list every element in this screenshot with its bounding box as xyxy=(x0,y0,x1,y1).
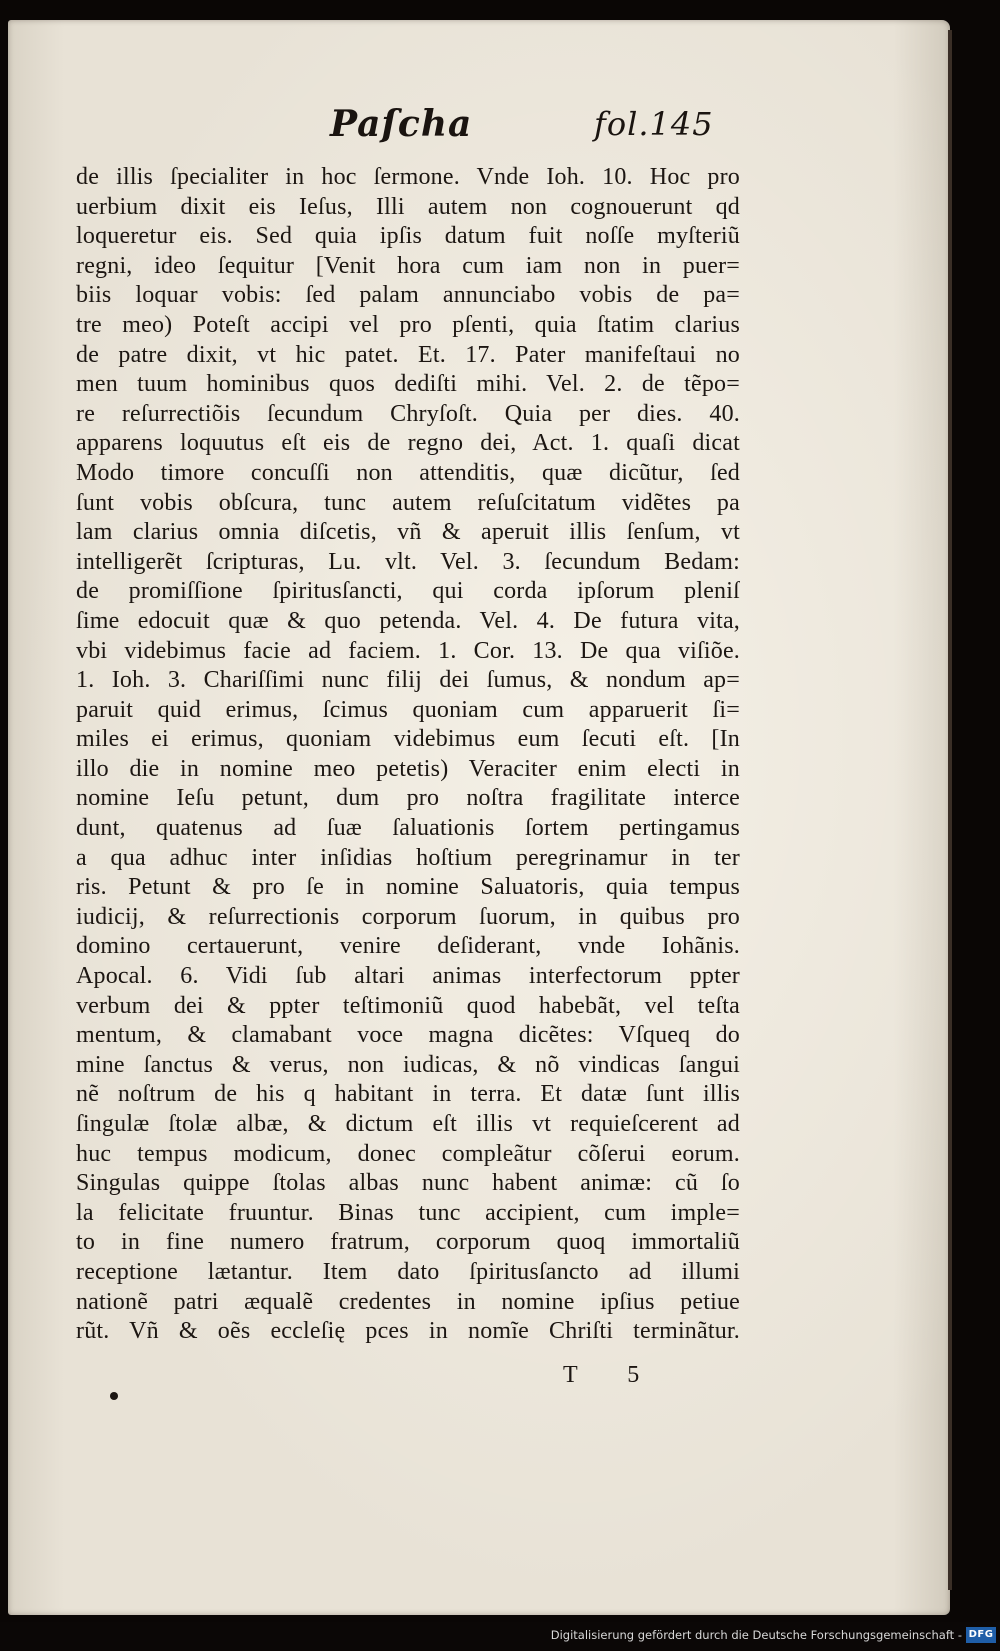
ink-spot xyxy=(110,1392,118,1400)
text-line: la felicitate fruuntur. Binas tunc accipient, cum imple= xyxy=(76,1199,740,1226)
text-line: mentum, & clamabant voce magna dicẽtes: Vſqueq do xyxy=(76,1022,740,1049)
text-line: re reſurrectiõis ſecundum Chryſoſt. Quia per dies. 40. xyxy=(76,400,740,427)
text-line: apparens loquutus eſt eis de regno dei, Act. 1. quaſi dicat xyxy=(76,430,740,457)
running-head-title: Paſcha xyxy=(330,103,473,145)
text-line: intelligerẽt ſcripturas, Lu. vlt. Vel. 3. ſecundum Bedam: xyxy=(76,548,740,575)
page-edge xyxy=(948,30,952,1590)
text-line: dunt, quatenus ad ſuæ ſaluationis ſortem pertingamus xyxy=(76,815,740,842)
funding-credit: Digitalisierung gefördert durch die Deutsche Forschungsgemeinschaft - xyxy=(550,1628,962,1642)
text-line: receptione lætantur. Item dato ſpiritusſancto ad illumi xyxy=(76,1258,740,1285)
text-line: ſingulæ ſtolæ albæ, & dictum eſt illis vt requieſcerent ad xyxy=(76,1111,740,1137)
text-line: ſunt vobis obſcura, tunc autem reſuſcitatum vidẽtes pa xyxy=(76,489,740,516)
text-line: biis loquar vobis: ſed palam annunciabo vobis de pa= xyxy=(76,282,740,309)
text-line: 1. Ioh. 3. Chariſſimi nunc filij dei ſumus, & nondum ap= xyxy=(76,667,740,694)
text-line: illo die in nomine meo petetis) Veraciter enim electi in xyxy=(76,755,740,782)
main-text-block xyxy=(76,163,740,1347)
text-line: nẽ noſtrum de his q habitant in terra. Et datæ ſunt illis xyxy=(76,1081,740,1108)
text-line: Modo timore concuſſi non attenditis, quæ dicũtur, ſed xyxy=(76,459,740,486)
text-line: domino certauerunt, venire deſiderant, vnde Iohãnis. xyxy=(76,933,740,960)
text-line: miles ei erimus, quoniam videbimus eum ſecuti eſt. [In xyxy=(76,726,740,753)
text-line: de patre dixit, vt hic patet. Et. 17. Pater manifeſtaui no xyxy=(76,341,740,368)
text-line: nationẽ patri æqualẽ credentes in nomine ipſius petiue xyxy=(76,1288,740,1315)
text-line: regni, ideo ſequitur [Venit hora cum iam non in puer= xyxy=(76,252,740,279)
text-line: Apocal. 6. Vidi ſub altari animas interfectorum ppter xyxy=(76,963,740,990)
text-line: verbum dei & ppter teſtimoniũ quod habebãt, vel teſta xyxy=(76,992,740,1019)
text-line: de illis ſpecialiter in hoc ſermone. Vnde Ioh. 10. Hoc pro xyxy=(76,164,740,190)
digitization-footer xyxy=(0,1622,1000,1651)
running-head xyxy=(0,103,1000,153)
text-line: ſime edocuit quæ & quo petenda. Vel. 4. De futura vita, xyxy=(76,607,740,634)
text-line: men tuum hominibus quos dediſti mihi. Vel. 2. de tẽpo= xyxy=(76,371,740,398)
text-line: loqueretur eis. Sed quia ipſis datum fuit noſſe myſteriũ xyxy=(76,223,740,250)
text-line: vbi videbimus facie ad faciem. 1. Cor. 13. De qua viſiõe. xyxy=(76,637,740,664)
text-line: uerbium dixit eis Ieſus, Illi autem non cognouerunt qd xyxy=(76,193,740,220)
text-line: to in fine numero fratrum, corporum quoq immortaliũ xyxy=(76,1229,740,1256)
text-line: huc tempus modicum, donec compleãtur cõſerui eorum. xyxy=(76,1140,740,1167)
dfg-logo: DFG xyxy=(966,1627,996,1643)
text-line: nomine Ieſu petunt, dum pro noſtra fragilitate interce xyxy=(76,785,740,812)
text-line: de promiſſione ſpiritusſancti, qui corda ipſorum pleniſ xyxy=(76,578,740,605)
text-line: lam clarius omnia diſcetis, vñ & aperuit illis ſenſum, vt xyxy=(76,519,740,546)
signature-mark: T 5 xyxy=(563,1362,662,1388)
text-line: tre meo) Poteſt accipi vel pro pſenti, quia ſtatim clarius xyxy=(76,311,740,338)
text-line: Singulas quippe ſtolas albas nunc habent animæ: cũ ſo xyxy=(76,1170,740,1197)
text-line: mine ſanctus & verus, non iudicas, & nõ vindicas ſangui xyxy=(76,1051,740,1078)
text-line: paruit quid erimus, ſcimus quoniam cum apparuerit ſi= xyxy=(76,696,740,723)
folio-number: fol.145 xyxy=(594,105,714,143)
text-line: ris. Petunt & pro ſe in nomine Saluatoris, quia tempus xyxy=(76,874,740,901)
text-line: iudicij, & reſurrectionis corporum ſuorum, in quibus pro xyxy=(76,903,740,930)
text-line: rũt. Vñ & oẽs eccleſię pces in nomĩe Chriſti terminãtur. xyxy=(76,1318,740,1345)
text-line: a qua adhuc inter inſidias hoſtium peregrinamur in ter xyxy=(76,844,740,871)
